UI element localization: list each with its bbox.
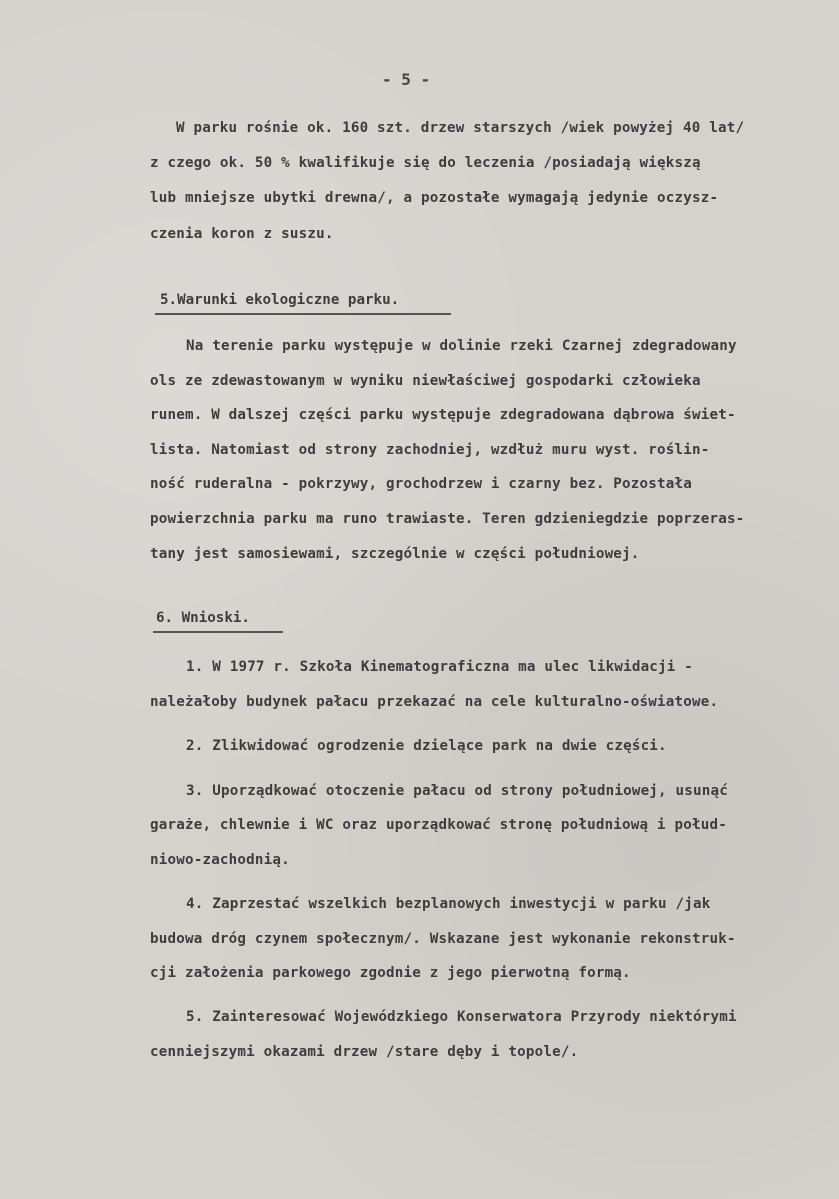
section-5-line: tany jest samosiewami, szczególnie w części południowej. <box>150 546 640 562</box>
wniosek-line: 3. Uporządkować otoczenie pałacu od strony południowej, usunąć <box>186 783 728 799</box>
wniosek-line: niowo-zachodnią. <box>150 852 290 868</box>
paragraph-line: czenia koron z suszu. <box>150 226 334 242</box>
paragraph-line: W parku rośnie ok. 160 szt. drzew starszych /wiek powyżej 40 lat/ <box>176 120 745 136</box>
section-5-heading: 5.Warunki ekologiczne parku. <box>160 292 400 308</box>
section-5-line: ność ruderalna - pokrzywy, grochodrzew i czarny bez. Pozostała <box>150 476 692 492</box>
page-number: - 5 - <box>382 70 431 89</box>
wniosek-line: 5. Zainteresować Wojewódzkiego Konserwatora Przyrody niektórymi <box>186 1009 737 1025</box>
section-6-underline <box>153 631 283 633</box>
section-5-line: Na terenie parku występuje w dolinie rzeki Czarnej zdegradowany <box>186 338 737 354</box>
wniosek-line: cenniejszymi okazami drzew /stare dęby i topole/. <box>150 1044 579 1060</box>
wniosek-line: garaże, chlewnie i WC oraz uporządkować stronę południową i połud- <box>150 817 727 833</box>
wniosek-line: cji założenia parkowego zgodnie z jego pierwotną formą. <box>150 965 631 981</box>
section-5-line: powierzchnia parku ma runo trawiaste. Teren gdzieniegdzie poprzeras- <box>150 511 745 527</box>
wniosek-line: 2. Zlikwidować ogrodzenie dzielące park na dwie części. <box>186 738 667 754</box>
paragraph-line: z czego ok. 50 % kwalifikuje się do leczenia /posiadają większą <box>150 155 701 171</box>
wniosek-line: należałoby budynek pałacu przekazać na cele kulturalno-oświatowe. <box>150 694 719 710</box>
paragraph-line: lub mniejsze ubytki drewna/, a pozostałe wymagają jedynie oczysz- <box>150 190 719 206</box>
wniosek-line: 1. W 1977 r. Szkoła Kinematograficzna ma ulec likwidacji - <box>186 659 694 675</box>
section-5-line: lista. Natomiast od strony zachodniej, wzdłuż muru wyst. roślin- <box>150 442 710 458</box>
section-6-heading: 6. Wnioski. <box>156 610 250 626</box>
wniosek-line: budowa dróg czynem społecznym/. Wskazane jest wykonanie rekonstruk- <box>150 931 736 947</box>
section-5-line: runem. W dalszej części parku występuje zdegradowana dąbrowa świet- <box>150 407 736 423</box>
wniosek-line: 4. Zaprzestać wszelkich bezplanowych inwestycji w parku /jak <box>186 896 711 912</box>
section-5-line: ols ze zdewastowanym w wyniku niewłaściwej gospodarki człowieka <box>150 373 701 389</box>
section-5-underline <box>155 313 451 315</box>
